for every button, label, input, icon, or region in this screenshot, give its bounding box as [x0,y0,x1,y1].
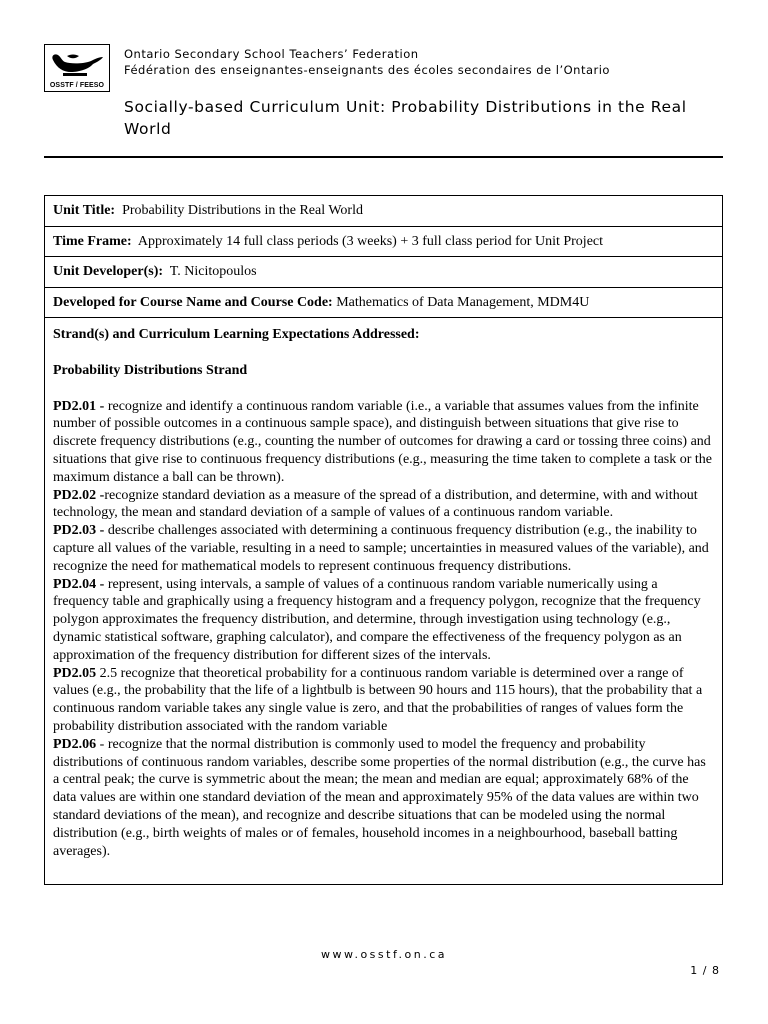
expectation-text: 2.5 recognize that theoretical probability for a continuous random variable is determined over a range of values (e.g., the probability that the life of a lightbulb is between 90 hours and 115 hours), that the probability that a continuous random variable takes any single value is zero, and that the probabilities of ranges of values form the probability distribution associated with the random variable [53,665,703,734]
time-frame-value: Approximately 14 full class periods (3 weeks) + 3 full class period for Unit Project [137,233,604,249]
expectation-code: PD2.03 - [53,523,105,539]
strands-heading: Strand(s) and Curriculum Learning Expectations Addressed: [53,327,420,342]
org-name-fr: Fédération des enseignantes-enseignants des écoles secondaires de l’Ontario [124,63,610,77]
expectation-text: recognize and identify a continuous random variable (i.e., a variable that assumes values from the infinite number of possible outcomes in a continuous sample space), and distinguish between situations that give rise to discrete frequency distributions (e.g., counting the number of outcomes for drawing a card or tossing three coins) and situations that give rise to continuous frequency distributions (e.g., measuring the time taken to complete a task or the maximum distance a ball can be thrown). [53,398,713,485]
org-name-en: Ontario Secondary School Teachers’ Federation [124,47,419,61]
osstf-logo [44,44,110,92]
lamp-icon [49,48,105,78]
unit-title-row [45,196,722,227]
footer-url[interactable]: www.osstf.on.ca [320,948,448,961]
document-title: Socially-based Curriculum Unit: Probability Distributions in the Real World [124,98,687,138]
strands-cell [45,318,722,884]
strand-name: Probability Distributions Strand [53,362,248,378]
expectation-code: PD2.04 - [53,576,105,592]
unit-title-label: Unit Title: [53,203,116,218]
unit-developer-label: Unit Developer(s): [53,264,164,279]
expectation-text: represent, using intervals, a sample of values of a continuous random variable numerically using a frequency table and graphically using a frequency histogram and a frequency polygon, recognize that the frequency polygon approximates the frequency distribution, and determine, through investigation using technology (e.g., dynamic statistical software, graphing calculator), and compare the effectiveness of the frequency polygon as an approximation of the frequency distribution for different sizes of the intervals. [53,576,701,663]
expectation-code: PD2.06 [53,736,97,752]
expectation-item [53,736,714,861]
expectation-item [53,398,714,487]
logo-text: OSSTF / FEESO [49,82,105,89]
expectation-code: PD2.01 - [53,398,105,414]
expectation-item [53,665,714,736]
course-value: Mathematics of Data Management, MDM4U [336,294,590,310]
expectation-text: describe challenges associated with determining a continuous frequency distribution (e.g., the inability to capture all values of the variable, resulting in a need to sample; uncertainties in measured values of the variable), and recognize the need for mathematical models to represent continuous frequency distributions. [53,523,709,574]
organization-names [124,46,610,78]
page-number: 1 / 8 [690,964,720,977]
course-label: Developed for Course Name and Course Code: [53,294,333,310]
expectation-text: recognize standard deviation as a measure of the spread of a distribution, and determine, with and without technology, the mean and standard deviation of a sample of values of a continuous random variable. [53,487,698,521]
time-frame-label: Time Frame: [53,233,132,249]
unit-title-value: Probability Distributions in the Real World [122,203,363,218]
unit-developer-row [45,257,722,288]
course-row [45,288,722,319]
unit-info-table [44,195,723,885]
expectation-item [53,487,714,523]
time-frame-row [45,227,722,258]
expectation-item [53,576,714,665]
header-divider [44,156,723,158]
expectation-item [53,522,714,575]
expectation-code: PD2.05 [53,665,97,681]
unit-developer-value: T. Nicitopoulos [169,264,257,279]
expectation-text: - recognize that the normal distribution is commonly used to model the frequency and probability distributions of continuous random variables, describe some properties of the normal distribution (e.g., the curve has a central peak; the curve is symmetric about the mean; the mean and median are equal; approximately 68% of the data values are within one standard deviation of the mean and approximately 95% of the data values are within two standard deviations of the mean), and recognize and describe situations that can be modeled using the normal distribution (e.g., birth weights of males or of females, household incomes in a neighbourhood, baseball batting averages). [53,736,706,859]
expectation-code: PD2.02 - [53,487,105,503]
